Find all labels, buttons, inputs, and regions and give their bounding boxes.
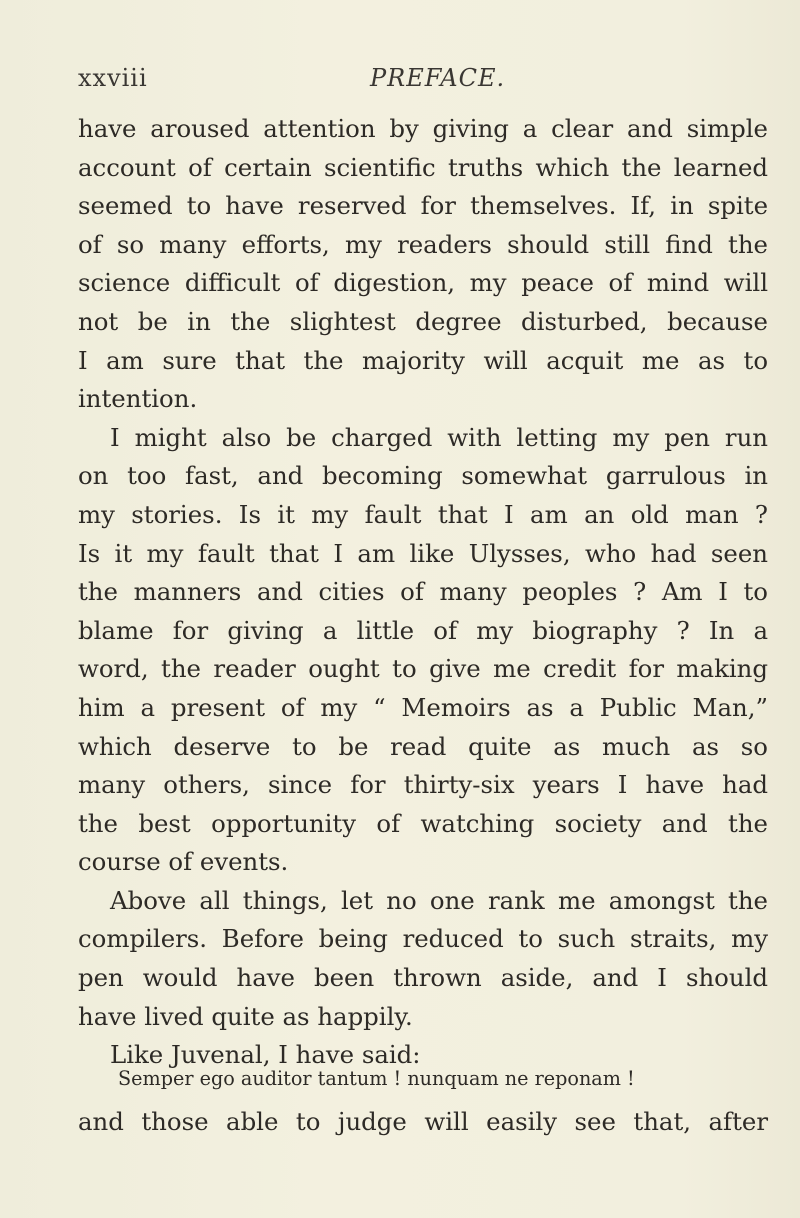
paragraph-start-line: I might also be charged with letting my pen run: [110, 422, 768, 452]
text-line: the best opportunity of watching society and the: [78, 808, 768, 838]
text-line: him a present of my “ Memoirs as a Public Man,”: [78, 692, 768, 722]
page-number: xxviii: [78, 64, 148, 92]
latin-quotation: Semper ego auditor tantum ! nunquam ne reponam !: [118, 1067, 635, 1090]
text-line: the manners and cities of many peoples ? Am I to: [78, 577, 768, 607]
text-line: and those able to judge will easily see that, after: [78, 1107, 768, 1136]
text-line: of so many efforts, my readers should still find the: [78, 229, 768, 259]
text-line: Is it my fault that I am like Ulysses, who had seen: [78, 538, 768, 568]
page-header: [78, 64, 758, 104]
running-head: PREFACE.: [370, 64, 506, 92]
body-text: [78, 110, 768, 1075]
text-line: science difficult of digestion, my peace of mind will: [78, 268, 768, 298]
text-line: many others, since for thirty-six years I have had: [78, 770, 768, 800]
text-line: my stories. Is it my fault that I am an old man ?: [78, 499, 768, 529]
text-line: which deserve to be read quite as much as so: [78, 731, 768, 761]
paragraph-start-line: Above all things, let no one rank me amongst the: [110, 885, 768, 915]
text-line: compilers. Before being reduced to such straits, my: [78, 924, 768, 954]
text-line: have aroused attention by giving a clear and simple: [78, 114, 768, 143]
text-line: have lived quite as happily.: [78, 1001, 413, 1031]
paragraph-start-line: Like Juvenal, I have said:: [110, 1040, 421, 1070]
text-line: I am sure that the majority will acquit me as to: [78, 345, 768, 375]
text-line: pen would have been thrown aside, and I should: [78, 963, 768, 993]
text-line: intention.: [78, 384, 198, 414]
text-line: course of events.: [78, 847, 289, 877]
text-line: word, the reader ought to give me credit for making: [78, 654, 768, 684]
text-line: seemed to have reserved for themselves. If, in spite: [78, 191, 768, 221]
text-line: account of certain scientific truths which the learned: [78, 152, 768, 182]
text-line: blame for giving a little of my biography ? In a: [78, 615, 768, 645]
text-line: on too fast, and becoming somewhat garrulous in: [78, 461, 768, 491]
text-line: not be in the slightest degree disturbed, because: [78, 306, 768, 336]
